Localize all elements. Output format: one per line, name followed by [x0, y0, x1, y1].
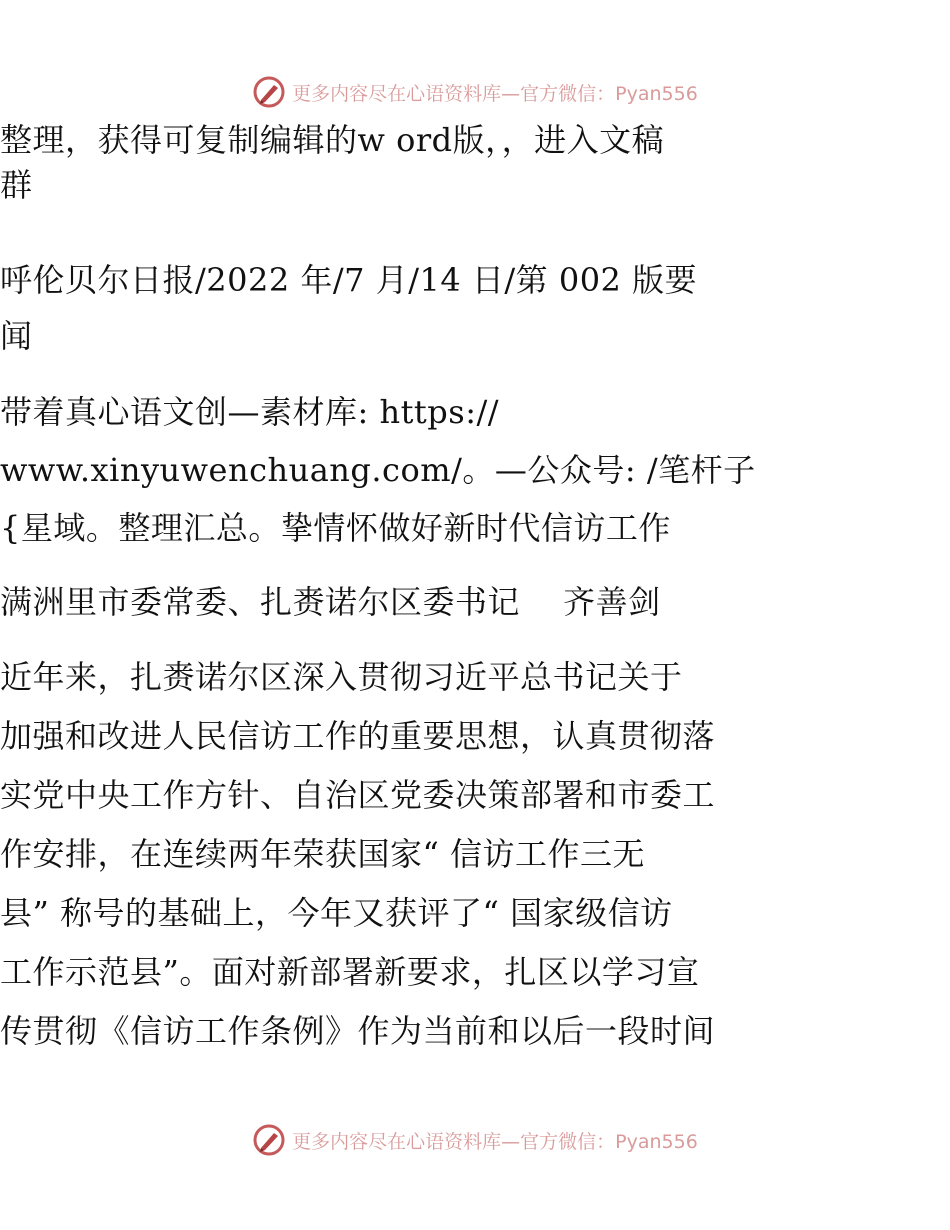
body-line-8: 满洲里市委常委、扎赉诺尔区委书记 齐善剑: [0, 583, 661, 621]
body-line-12: 作安排，在连续两年荣获国家“ 信访工作三无: [0, 835, 646, 873]
body-line-2: 群: [0, 166, 33, 204]
body-line-13: 县” 称号的基础上，今年又获评了“ 国家级信访: [0, 894, 673, 932]
body-line-14: 工作示范县”。面对新部署新要求，扎区以学习宣: [0, 953, 700, 991]
body-line-15: 传贯彻《信访工作条例》作为当前和以后一段时间: [0, 1012, 716, 1050]
footer-banner-text: 更多内容尽在心语资料库—官方微信：Pyan556: [292, 1130, 698, 1153]
body-line-4: 闻: [0, 317, 33, 355]
header-banner-text: 更多内容尽在心语资料库—官方微信：Pyan556: [292, 82, 698, 105]
body-line-11: 实党中央工作方针、自治区党委决策部署和市委工: [0, 776, 716, 814]
header-banner: [0, 72, 950, 112]
pen-logo-icon: [252, 75, 286, 109]
body-line-7: {星域。整理汇总。挚情怀做好新时代信访工作: [0, 509, 671, 547]
body-line-6: www.xinyuwenchuang.com/。—公众号: /笔杆子: [0, 451, 756, 489]
footer-banner: [0, 1120, 950, 1160]
pen-logo-icon: [252, 1123, 286, 1157]
body-line-1: 整理，获得可复制编辑的w ord版，，进入文稿: [0, 121, 665, 159]
body-line-10: 加强和改进人民信访工作的重要思想，认真贯彻落: [0, 717, 716, 755]
body-line-9: 近年来，扎赉诺尔区深入贯彻习近平总书记关于: [0, 658, 683, 696]
body-line-5: 带着真心语文创—素材库: https://: [0, 393, 500, 431]
body-line-3: 呼伦贝尔日报/2022 年/7 月/14 日/第 002 版要: [0, 261, 698, 299]
